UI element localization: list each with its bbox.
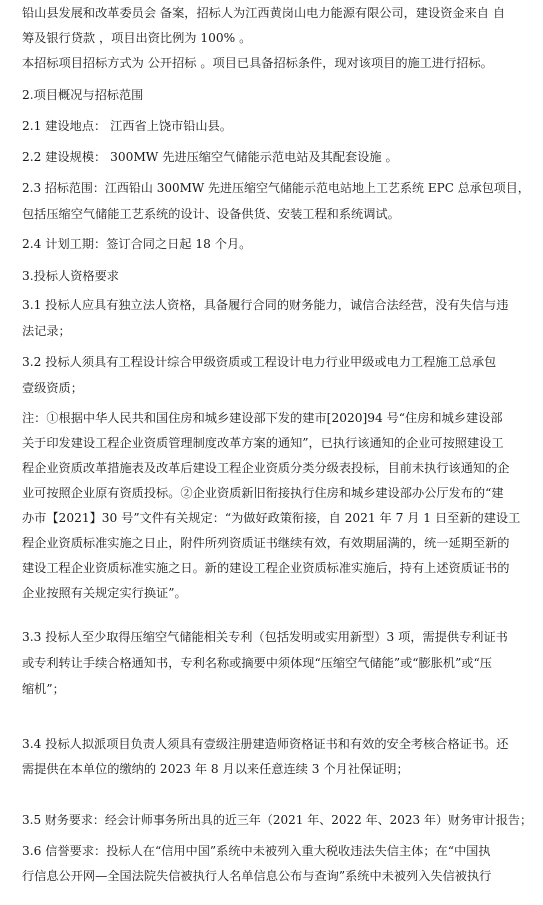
text-line: 缩机”；: [22, 682, 65, 696]
text-line: 企业按照有关规定实行换证”。: [22, 586, 187, 600]
text-line: 3.1 投标人应具有独立法人资格，具备履行合同的财务能力，诚信合法经营，没有失信与违: [22, 298, 509, 312]
text-line: 程企业资质改革措施表及改革后建设工程企业资质分类分级表投标，目前未执行该通知的企: [22, 461, 510, 475]
text-line: 业可按照企业原有资质投标。②企业资质新旧衔接执行住房和城乡建设部办公厅发布的“建: [22, 486, 504, 500]
text-line: 2.3 招标范围：江西铅山 300MW 先进压缩空气储能示范电站地上工艺系统 EPC 总承包项目，: [22, 181, 530, 195]
text-line: 关于印发建设工程企业资质管理制度改革方案的通知”，已执行该通知的企业可按照建设工: [22, 436, 504, 450]
section-heading: 3.投标人资格要求: [22, 269, 119, 283]
text-line: 行信息公开网—全国法院失信被执行人名单信息公布与查询”系统中未被列入失信被执行: [22, 869, 492, 883]
text-line: 2.2 建设规模： 300MW 先进压缩空气储能示范电站及其配套设施 。: [22, 150, 398, 164]
text-line: 本招标项目招标方式为 公开招标 。项目已具备招标条件，现对该项目的施工进行招标。: [22, 56, 493, 70]
text-line: 3.4 投标人拟派项目负责人须具有壹级注册建造师资格证书和有效的安全考核合格证书。还: [22, 737, 509, 751]
text-line: 法记录；: [22, 324, 71, 338]
text-line: 或专利转让手续合格通知书，专利名称或摘要中须体现“压缩空气储能”或“膨胀机”或“压: [22, 656, 492, 670]
text-line: 建设工程企业资质标准实施之日。新的建设工程企业资质标准实施后，持有上述资质证书的: [22, 561, 510, 575]
text-line: 程企业资质标准实施之日止，附件所列资质证书继续有效，有效期届满的，统一延期至新的: [22, 536, 510, 550]
text-line: 包括压缩空气储能工艺系统的设计、设备供货、安装工程和系统调试。: [22, 207, 400, 221]
text-line: 办市【2021】30 号”文件有关规定：“为做好政策衔接，自 2021 年 7 月 1 日至新的建设工: [22, 511, 521, 525]
text-line: 3.6 信誉要求：投标人在“信用中国”系统中未被列入重大税收违法失信主体；在“中国执: [22, 844, 491, 858]
text-line: 铅山县发展和改革委员会 备案，招标人为江西黄岗山电力能源有限公司，建设资金来自 自: [22, 6, 506, 20]
section-heading: 2.项目概况与招标范围: [22, 88, 144, 102]
text-line: 3.3 投标人至少取得压缩空气储能相关专利（包括发明或实用新型）3 项，需提供专利证书: [22, 630, 508, 644]
text-line: 需提供在本单位的缴纳的 2023 年 8 月以来任意连续 3 个月社保证明；: [22, 762, 409, 776]
text-line: 3.2 投标人须具有工程设计综合甲级资质或工程设计电力行业甲级或电力工程施工总承包: [22, 355, 497, 369]
text-line: 筹及银行贷款 ，项目出资比例为 100% 。: [22, 31, 252, 45]
text-line: 3.5 财务要求：经会计师事务所出具的近三年（2021 年、2022 年、2023 年）财务审计报告；: [22, 813, 532, 827]
text-line: 2.4 计划工期：签订合同之日起 18 个月。: [22, 237, 252, 251]
text-line: 2.1 建设地点： 江西省上饶市铅山县。: [22, 119, 232, 133]
text-line: 壹级资质；: [22, 381, 83, 395]
text-line: 注：①根据中华人民共和国住房和城乡建设部下发的建市[2020]94 号“住房和城乡建设部: [22, 411, 503, 425]
